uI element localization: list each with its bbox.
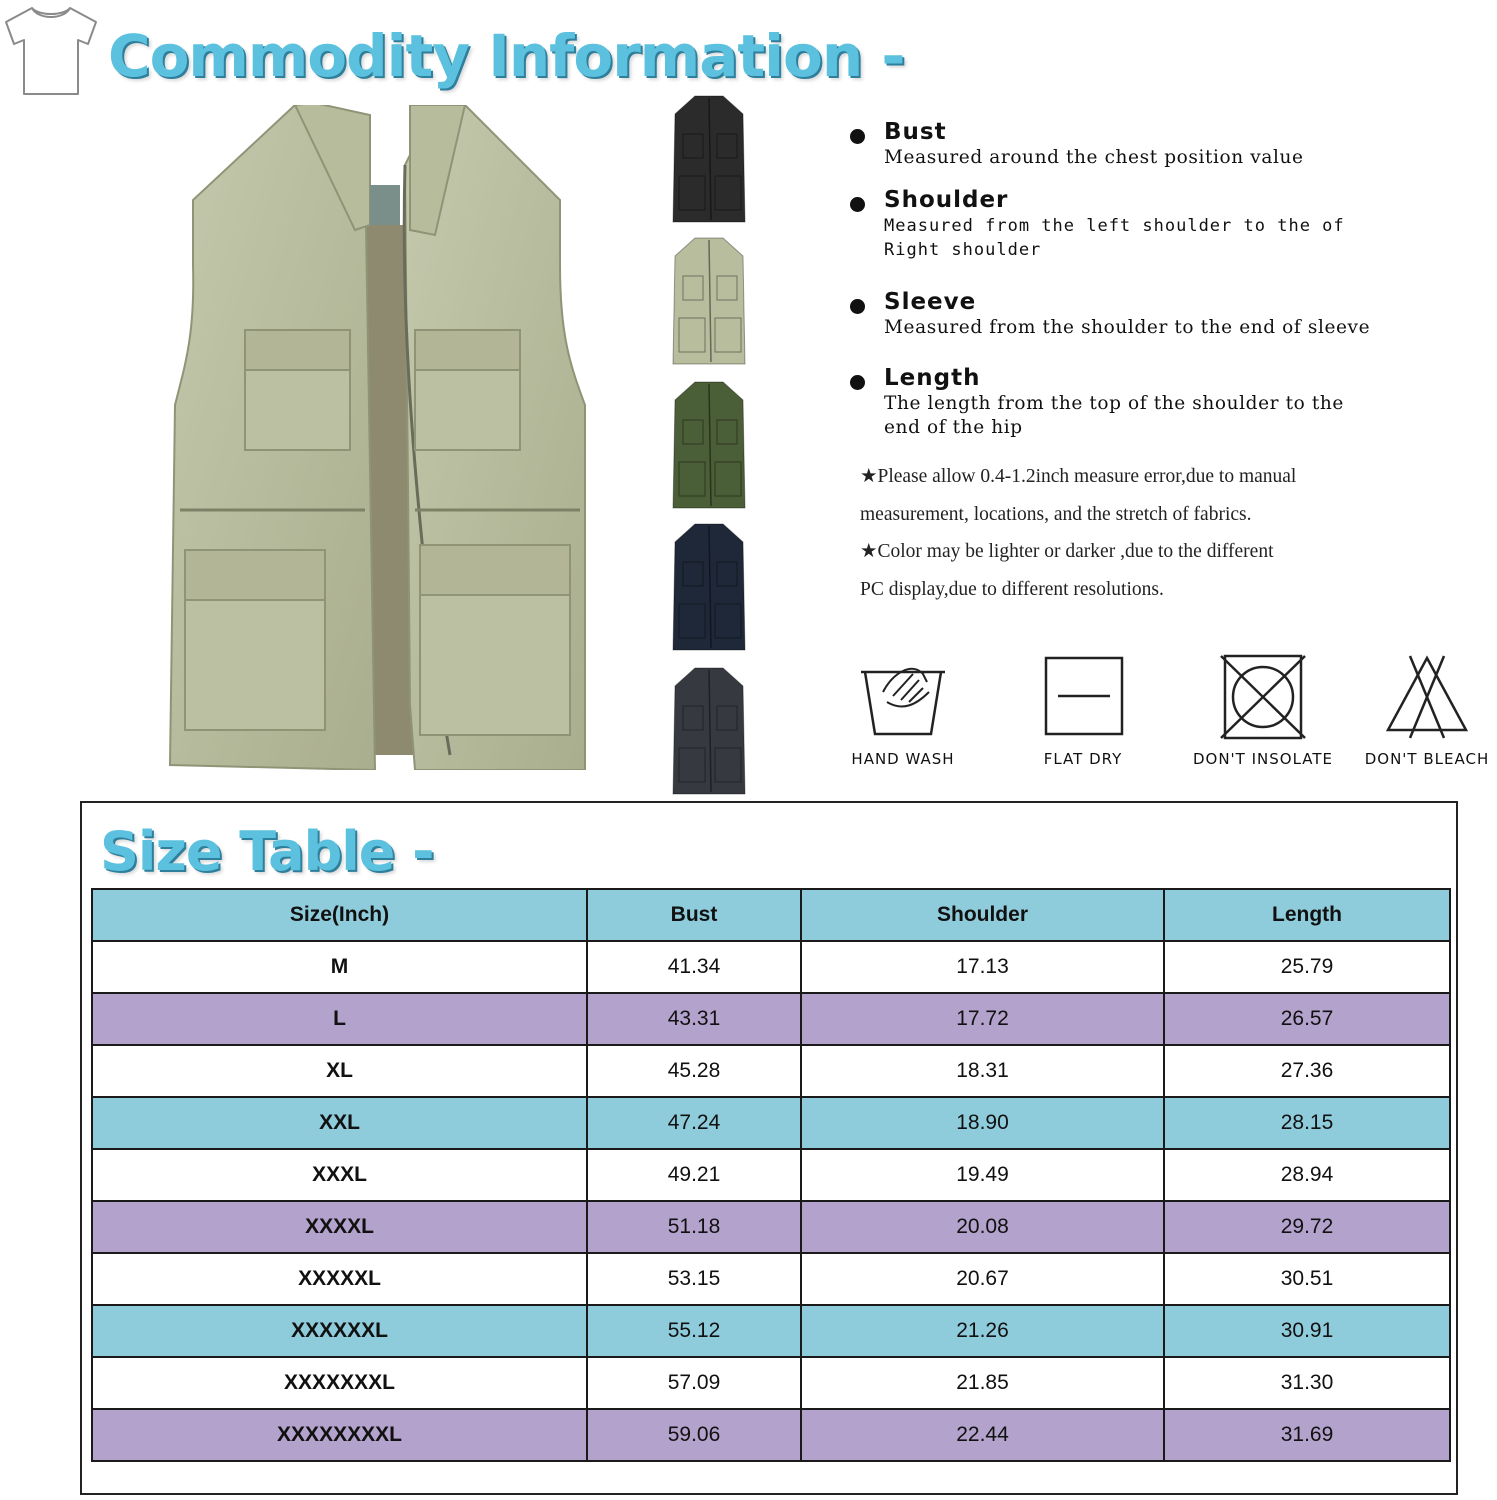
table-row [92, 1409, 1450, 1461]
cell-size: M [92, 941, 587, 993]
page-title: Commodity Information - [108, 22, 905, 90]
bullet-icon [850, 129, 865, 144]
cell-shoulder: 21.85 [801, 1357, 1164, 1409]
bullet-icon [850, 197, 865, 212]
table-row [92, 1045, 1450, 1097]
cell-length: 31.30 [1164, 1357, 1450, 1409]
cell-bust: 49.21 [587, 1149, 801, 1201]
bullet-icon [850, 299, 865, 314]
cell-bust: 47.24 [587, 1097, 801, 1149]
bullet-icon [850, 375, 865, 390]
care-label: DON'T INSOLATE [1192, 750, 1334, 768]
table-row [92, 941, 1450, 993]
vest-color-thumbnail[interactable] [665, 92, 753, 225]
cell-bust: 59.06 [587, 1409, 801, 1461]
cell-shoulder: 17.13 [801, 941, 1164, 993]
cell-length: 30.91 [1164, 1305, 1450, 1357]
table-row [92, 1201, 1450, 1253]
care-dont-insolate [1188, 652, 1338, 768]
vest-color-thumbnail[interactable] [665, 520, 753, 653]
cell-bust: 51.18 [587, 1201, 801, 1253]
vest-color-thumbnail[interactable] [665, 378, 753, 511]
size-table-title: Size Table - [100, 820, 434, 883]
table-row [92, 1253, 1450, 1305]
care-label: HAND WASH [851, 750, 955, 768]
definition-desc: Measured from the left shoulder to the of Right shoulder [884, 216, 1345, 260]
cell-size: XXXXXXXXL [92, 1409, 587, 1461]
vest-color-thumbnail[interactable] [665, 234, 753, 367]
care-hand-wash [828, 652, 978, 768]
measurement-definitions [846, 118, 1406, 456]
definition-bust [846, 118, 1406, 170]
header-shoulder: Shoulder [801, 889, 1164, 941]
cell-shoulder: 18.31 [801, 1045, 1164, 1097]
table-row [92, 993, 1450, 1045]
flat-dry-icon [1038, 652, 1128, 742]
definition-shoulder [846, 186, 1406, 262]
cell-size: XXXL [92, 1149, 587, 1201]
hand-wash-icon [853, 652, 953, 742]
definition-desc: Measured from the shoulder to the end of sleeve [884, 317, 1371, 338]
header-size: Size(Inch) [92, 889, 587, 941]
cell-bust: 53.15 [587, 1253, 801, 1305]
cell-length: 28.15 [1164, 1097, 1450, 1149]
table-row [92, 1305, 1450, 1357]
cell-size: XXXXL [92, 1201, 587, 1253]
note-color: ★Color may be lighter or darker ,due to the different PC display,due to different resolutions. [860, 541, 1274, 600]
cell-shoulder: 22.44 [801, 1409, 1164, 1461]
cell-size: L [92, 993, 587, 1045]
cell-bust: 43.31 [587, 993, 801, 1045]
tshirt-icon [2, 2, 100, 98]
cell-length: 27.36 [1164, 1045, 1450, 1097]
dont-bleach-icon [1382, 652, 1472, 742]
cell-bust: 41.34 [587, 941, 801, 993]
vest-main-image [165, 105, 590, 770]
cell-size: XXXXXL [92, 1253, 587, 1305]
cell-bust: 57.09 [587, 1357, 801, 1409]
definition-term: Length [884, 365, 981, 391]
notes [860, 458, 1300, 608]
cell-size: XXL [92, 1097, 587, 1149]
cell-length: 26.57 [1164, 993, 1450, 1045]
cell-length: 29.72 [1164, 1201, 1450, 1253]
definition-term: Sleeve [884, 289, 977, 315]
cell-size: XXXXXXL [92, 1305, 587, 1357]
dont-insolate-icon [1215, 652, 1311, 742]
cell-shoulder: 19.49 [801, 1149, 1164, 1201]
cell-bust: 45.28 [587, 1045, 801, 1097]
cell-shoulder: 17.72 [801, 993, 1164, 1045]
definition-term: Bust [884, 119, 947, 145]
table-row [92, 1149, 1450, 1201]
cell-bust: 55.12 [587, 1305, 801, 1357]
header-bust: Bust [587, 889, 801, 941]
cell-shoulder: 18.90 [801, 1097, 1164, 1149]
care-flat-dry [1008, 652, 1158, 768]
cell-shoulder: 20.67 [801, 1253, 1164, 1305]
definition-desc: The length from the top of the shoulder to the end of the hip [884, 393, 1344, 438]
care-label: DON'T BLEACH [1364, 750, 1490, 768]
cell-length: 31.69 [1164, 1409, 1450, 1461]
header-length: Length [1164, 889, 1450, 941]
cell-shoulder: 21.26 [801, 1305, 1164, 1357]
cell-size: XXXXXXXL [92, 1357, 587, 1409]
cell-size: XL [92, 1045, 587, 1097]
cell-length: 30.51 [1164, 1253, 1450, 1305]
definition-length [846, 364, 1406, 440]
definition-desc: Measured around the chest position value [884, 147, 1304, 168]
cell-length: 28.94 [1164, 1149, 1450, 1201]
definition-sleeve [846, 288, 1406, 340]
cell-length: 25.79 [1164, 941, 1450, 993]
table-row [92, 1357, 1450, 1409]
table-row [92, 1097, 1450, 1149]
care-label: FLAT DRY [1043, 750, 1123, 768]
size-table [91, 888, 1451, 1462]
definition-term: Shoulder [884, 187, 1009, 213]
note-measure-error: ★Please allow 0.4-1.2inch measure error,due to manual measurement, locations, and the stretch of fabrics. [860, 466, 1297, 525]
cell-shoulder: 20.08 [801, 1201, 1164, 1253]
care-dont-bleach [1352, 652, 1497, 768]
table-header-row [92, 889, 1450, 941]
vest-color-thumbnail[interactable] [665, 664, 753, 797]
